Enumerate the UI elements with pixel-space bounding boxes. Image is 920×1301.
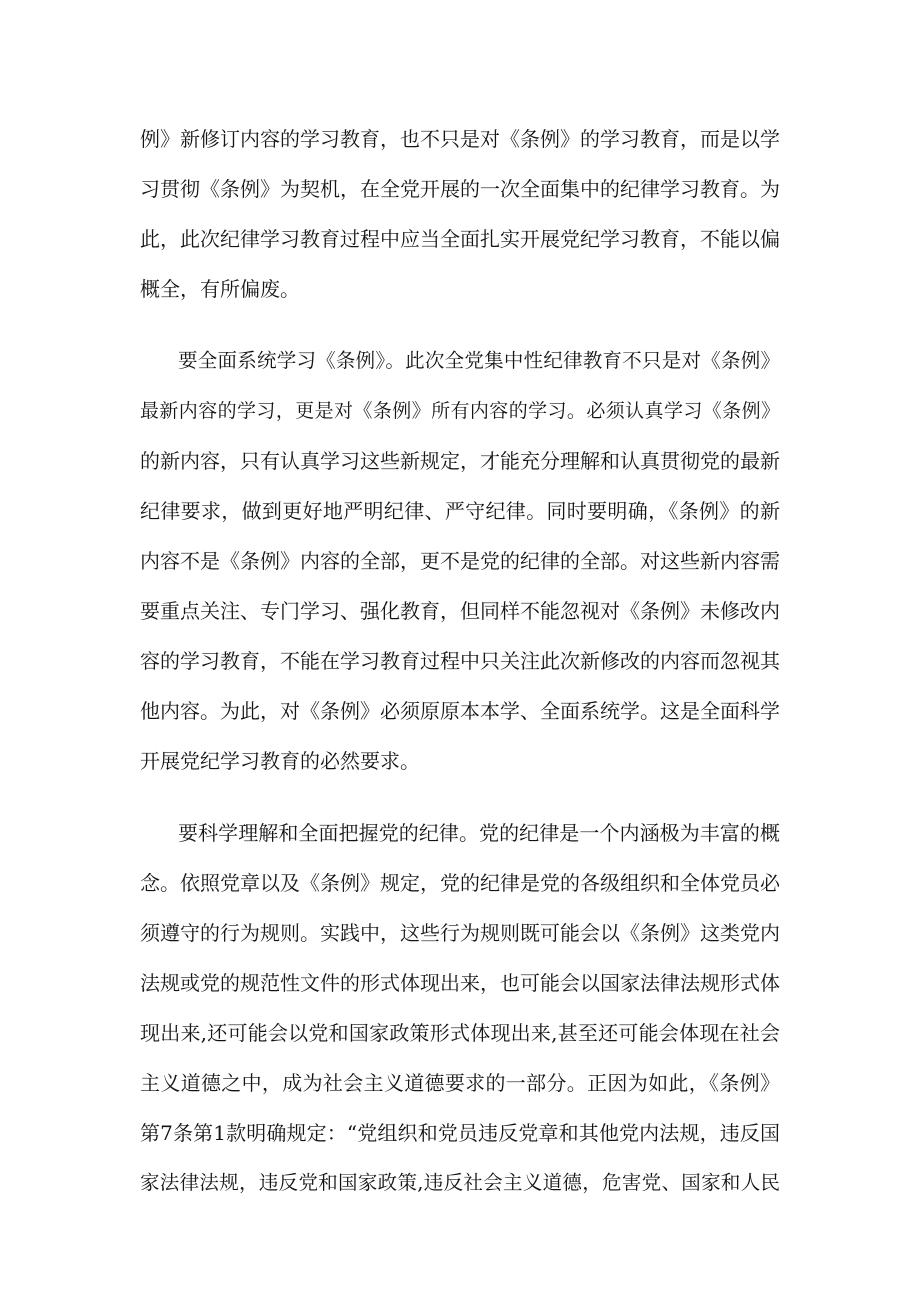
paragraph-2-line-8: 他内容。为此，对《条例》必须原原本本学、全面系统学。这是全面科学 (140, 699, 780, 723)
paragraph-1-line-4: 概全，有所偏废。 (140, 277, 300, 301)
paragraph-3-line-8: 家法律法规，违反党和国家政策,违反社会主义道德，危害党、国家和人民 (140, 1171, 780, 1194)
paragraph-2-line-3: 的新内容，只有认真学习这些新规定，才能充分理解和认真贯彻党的最新 (140, 449, 780, 473)
paragraph-2-line-5: 内容不是《条例》内容的全部，更不是党的纪律的全部。对这些新内容需 (140, 549, 780, 573)
paragraph-1-line-1: 例》新修订内容的学习教育，也不只是对《条例》的学习教育，而是以学 (140, 127, 780, 151)
paragraph-3-line-7: 第7条第1款明确规定：“党组织和党员违反党章和其他党内法规，违反国 (140, 1121, 780, 1145)
paragraph-2-line-9: 开展党纪学习教育的必然要求。 (140, 749, 420, 773)
paragraph-1-line-3: 此，此次纪律学习教育过程中应当全面扎实开展党纪学习教育，不能以偏 (140, 227, 780, 251)
paragraph-3-line-6: 主义道德之中，成为社会主义道德要求的一部分。正因为如此，《条例》 (140, 1071, 780, 1095)
paragraph-2-line-1: 要全面系统学习《条例》。此次全党集中性纪律教育不只是对《条例》 (178, 349, 780, 372)
paragraph-1-line-2: 习贯彻《条例》为契机，在全党开展的一次全面集中的纪律学习教育。为 (140, 177, 780, 201)
paragraph-3-line-5: 现出来,还可能会以党和国家政策形式体现出来,甚至还可能会体现在社会 (140, 1021, 780, 1045)
paragraph-2-line-2: 最新内容的学习，更是对《条例》所有内容的学习。必须认真学习《条例》 (140, 400, 780, 422)
paragraph-3-line-1: 要科学理解和全面把握党的纪律。党的纪律是一个内涵极为丰富的概 (178, 821, 780, 845)
paragraph-3-line-4: 法规或党的规范性文件的形式体现出来，也可能会以国家法律法规形式体 (140, 971, 780, 995)
paragraph-2-line-4: 纪律要求，做到更好地严明纪律、严守纪律。同时要明确，《条例》的新 (140, 499, 780, 523)
paragraph-3-line-2: 念。依照党章以及《条例》规定，党的纪律是党的各级组织和全体党员必 (140, 871, 780, 895)
paragraph-2-line-7: 容的学习教育，不能在学习教育过程中只关注此次新修改的内容而忽视其 (140, 649, 780, 673)
paragraph-3-line-3: 须遵守的行为规则。实践中，这些行为规则既可能会以《条例》这类党内 (140, 921, 780, 945)
paragraph-2-line-6: 要重点关注、专门学习、强化教育，但同样不能忽视对《条例》未修改内 (140, 599, 780, 623)
